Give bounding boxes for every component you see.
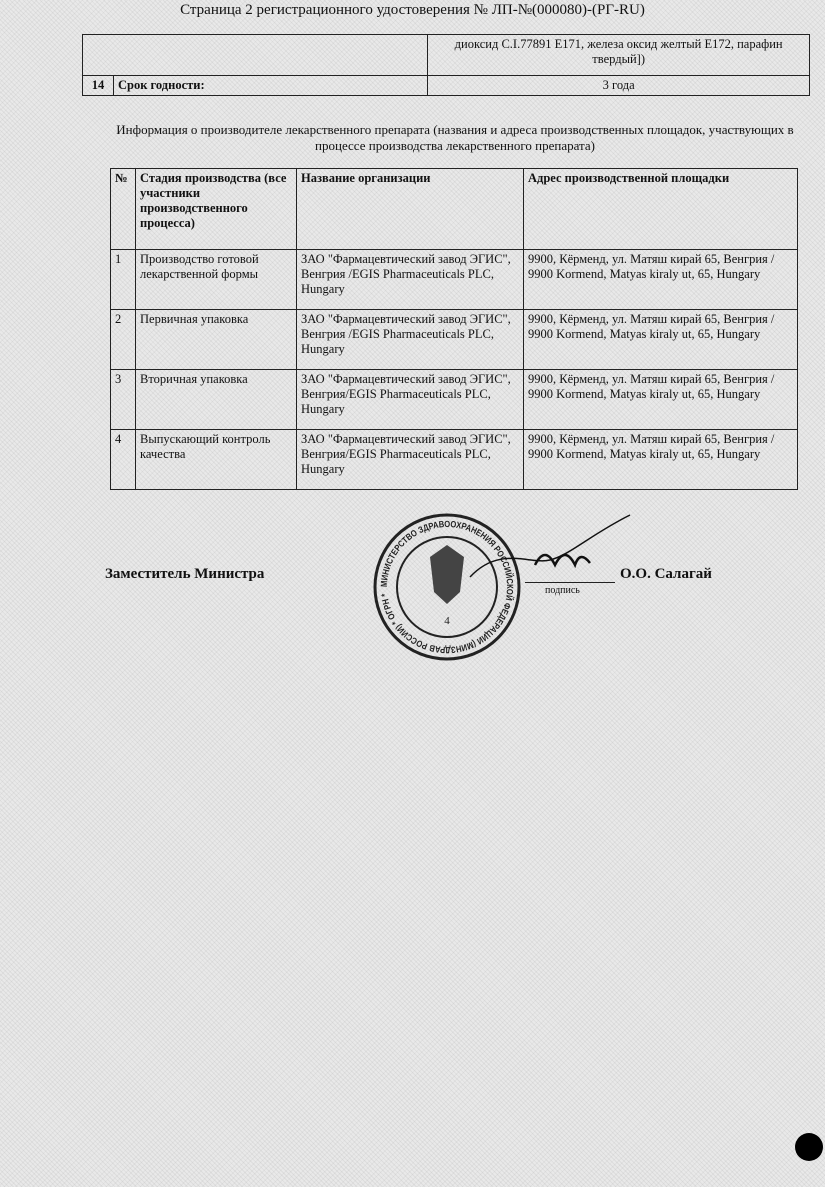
manufacturers-table <box>110 168 798 490</box>
table-row <box>111 430 798 490</box>
row-number: 14 <box>83 76 114 96</box>
manufacturer-info-heading: Информация о производителе лекарственного препарата (названия и адреса производственных площадок, участвующих в процессе производства лекарственного препарата) <box>116 122 794 153</box>
table-row <box>83 76 810 96</box>
cell-address: 9900, Кёрменд, ул. Матяш кирай 65, Венгрия / 9900 Kormend, Matyas kiraly ut, 65, Hungary <box>524 370 798 430</box>
table-row <box>111 310 798 370</box>
stamp-number: 4 <box>444 615 450 627</box>
cell-address: 9900, Кёрменд, ул. Матяш кирай 65, Венгрия / 9900 Kormend, Matyas kiraly ut, 65, Hungary <box>524 250 798 310</box>
shelf-life-label: Срок годности: <box>114 76 428 96</box>
header-org: Название организации <box>297 169 524 250</box>
cell-num: 4 <box>111 430 136 490</box>
composition-continued: диоксид C.I.77891 E171, железа оксид желтый E172, парафин твердый]) <box>428 35 810 76</box>
table-row <box>83 35 810 76</box>
table-row <box>111 250 798 310</box>
page-header: Страница 2 регистрационного удостоверения № ЛП-№(000080)-(РГ-RU) <box>180 2 645 18</box>
header-address: Адрес производственной площадки <box>524 169 798 250</box>
cell-num: 3 <box>111 370 136 430</box>
cell-org: ЗАО "Фармацевтический завод ЭГИС", Венгрия /EGIS Pharmaceuticals PLC, Hungary <box>297 310 524 370</box>
cell-org: ЗАО "Фармацевтический завод ЭГИС", Венгрия /EGIS Pharmaceuticals PLC, Hungary <box>297 250 524 310</box>
table-row <box>111 370 798 430</box>
header-num: № <box>111 169 136 250</box>
cell-org: ЗАО "Фармацевтический завод ЭГИС", Венгрия/EGIS Pharmaceuticals PLC, Hungary <box>297 370 524 430</box>
cell-stage: Производство готовой лекарственной формы <box>136 250 297 310</box>
punch-hole <box>795 1133 823 1161</box>
cell-num: 1 <box>111 250 136 310</box>
cell-num: 2 <box>111 310 136 370</box>
cell-stage: Первичная упаковка <box>136 310 297 370</box>
stamp-ring-text: МИНИСТЕРСТВО ЗДРАВООХРАНЕНИЯ РОССИЙСКОЙ ФЕДЕРАЦИИ (МИНЗДРАВ РОССИИ) * ОГРН * <box>378 518 516 656</box>
shelf-life-value: 3 года <box>428 76 810 96</box>
table-header-row <box>111 169 798 250</box>
signatory-position: Заместитель Министра <box>105 566 265 582</box>
signatory-name: О.О. Салагай <box>620 566 712 582</box>
cell-address: 9900, Кёрменд, ул. Матяш кирай 65, Венгрия / 9900 Kormend, Matyas kiraly ut, 65, Hungary <box>524 430 798 490</box>
properties-table <box>82 34 810 96</box>
signature-label: подпись <box>545 585 580 596</box>
cell-address: 9900, Кёрменд, ул. Матяш кирай 65, Венгрия / 9900 Kormend, Matyas kiraly ut, 65, Hungary <box>524 310 798 370</box>
header-stage: Стадия производства (все участники производственного процесса) <box>136 169 297 250</box>
cell-stage: Выпускающий контроль качества <box>136 430 297 490</box>
signature-line <box>525 582 615 583</box>
cell-stage: Вторичная упаковка <box>136 370 297 430</box>
handwritten-signature-icon <box>440 505 640 580</box>
cell-org: ЗАО "Фармацевтический завод ЭГИС", Венгрия/EGIS Pharmaceuticals PLC, Hungary <box>297 430 524 490</box>
